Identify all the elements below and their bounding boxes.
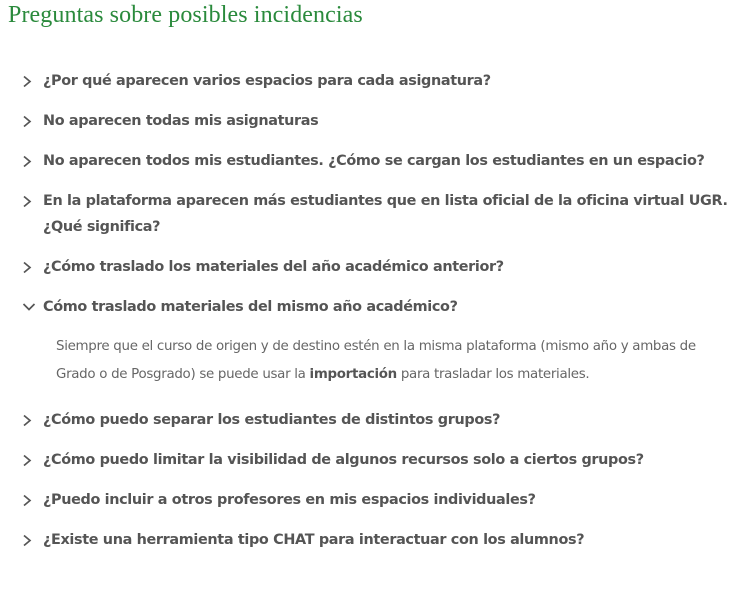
faq-question-text: ¿Por qué aparecen varios espacios para cada asignatura? [43,73,491,89]
faq-item [22,254,752,280]
faq-question-text: ¿Cómo puedo limitar la visibilidad de algunos recursos solo a ciertos grupos? [43,452,644,468]
faq-question-text: ¿Cómo traslado los materiales del año académico anterior? [43,259,504,275]
chevron-right-icon [22,487,43,513]
faq-question-toggle[interactable] [22,487,752,513]
chevron-right-icon [22,188,43,214]
answer-bold-term: importación [309,366,397,382]
faq-question-text: ¿Puedo incluir a otros profesores en mis espacios individuales? [43,492,536,508]
faq-question-text: ¿Existe una herramienta tipo CHAT para interactuar con los alumnos? [43,532,585,548]
faq-item [22,527,752,553]
faq-question-toggle[interactable] [22,148,752,174]
answer-text: Siempre que el curso de origen y de destino estén en la misma plataforma (mismo año y ambas de Grado o de Posgrado) se puede usar la [56,339,696,382]
faq-question-toggle[interactable] [22,68,752,94]
faq-question-text: Cómo traslado materiales del mismo año académico? [43,299,458,315]
chevron-right-icon [22,407,43,433]
faq-item [22,68,752,94]
faq-item [22,407,752,433]
faq-answer [56,333,716,388]
faq-accordion [22,68,752,553]
faq-question-toggle[interactable] [22,527,752,553]
faq-item-expanded [22,294,752,388]
answer-text: para trasladar los materiales. [396,366,590,382]
chevron-right-icon [22,108,43,134]
chevron-right-icon [22,527,43,553]
faq-question-text: En la plataforma aparecen más estudiantes que en lista oficial de la oficina virtual UGR. ¿Qué significa? [43,193,728,235]
chevron-right-icon [22,148,43,174]
chevron-down-icon [22,294,43,320]
chevron-right-icon [22,447,43,473]
faq-item [22,447,752,473]
faq-question-toggle[interactable] [22,108,752,134]
faq-question-text: No aparecen todas mis asignaturas [43,113,319,129]
faq-item [22,188,752,240]
faq-question-text: ¿Cómo puedo separar los estudiantes de distintos grupos? [43,412,501,428]
faq-question-toggle[interactable] [22,254,752,280]
chevron-right-icon [22,254,43,280]
faq-question-toggle[interactable] [22,407,752,433]
faq-question-toggle[interactable] [22,447,752,473]
faq-question-toggle[interactable] [22,294,752,320]
faq-item [22,487,752,513]
faq-question-toggle[interactable] [22,188,752,240]
page-title: Preguntas sobre posibles incidencias [8,2,363,28]
faq-item [22,108,752,134]
faq-item [22,148,752,174]
chevron-right-icon [22,68,43,94]
faq-question-text: No aparecen todos mis estudiantes. ¿Cómo se cargan los estudiantes en un espacio? [43,153,705,169]
